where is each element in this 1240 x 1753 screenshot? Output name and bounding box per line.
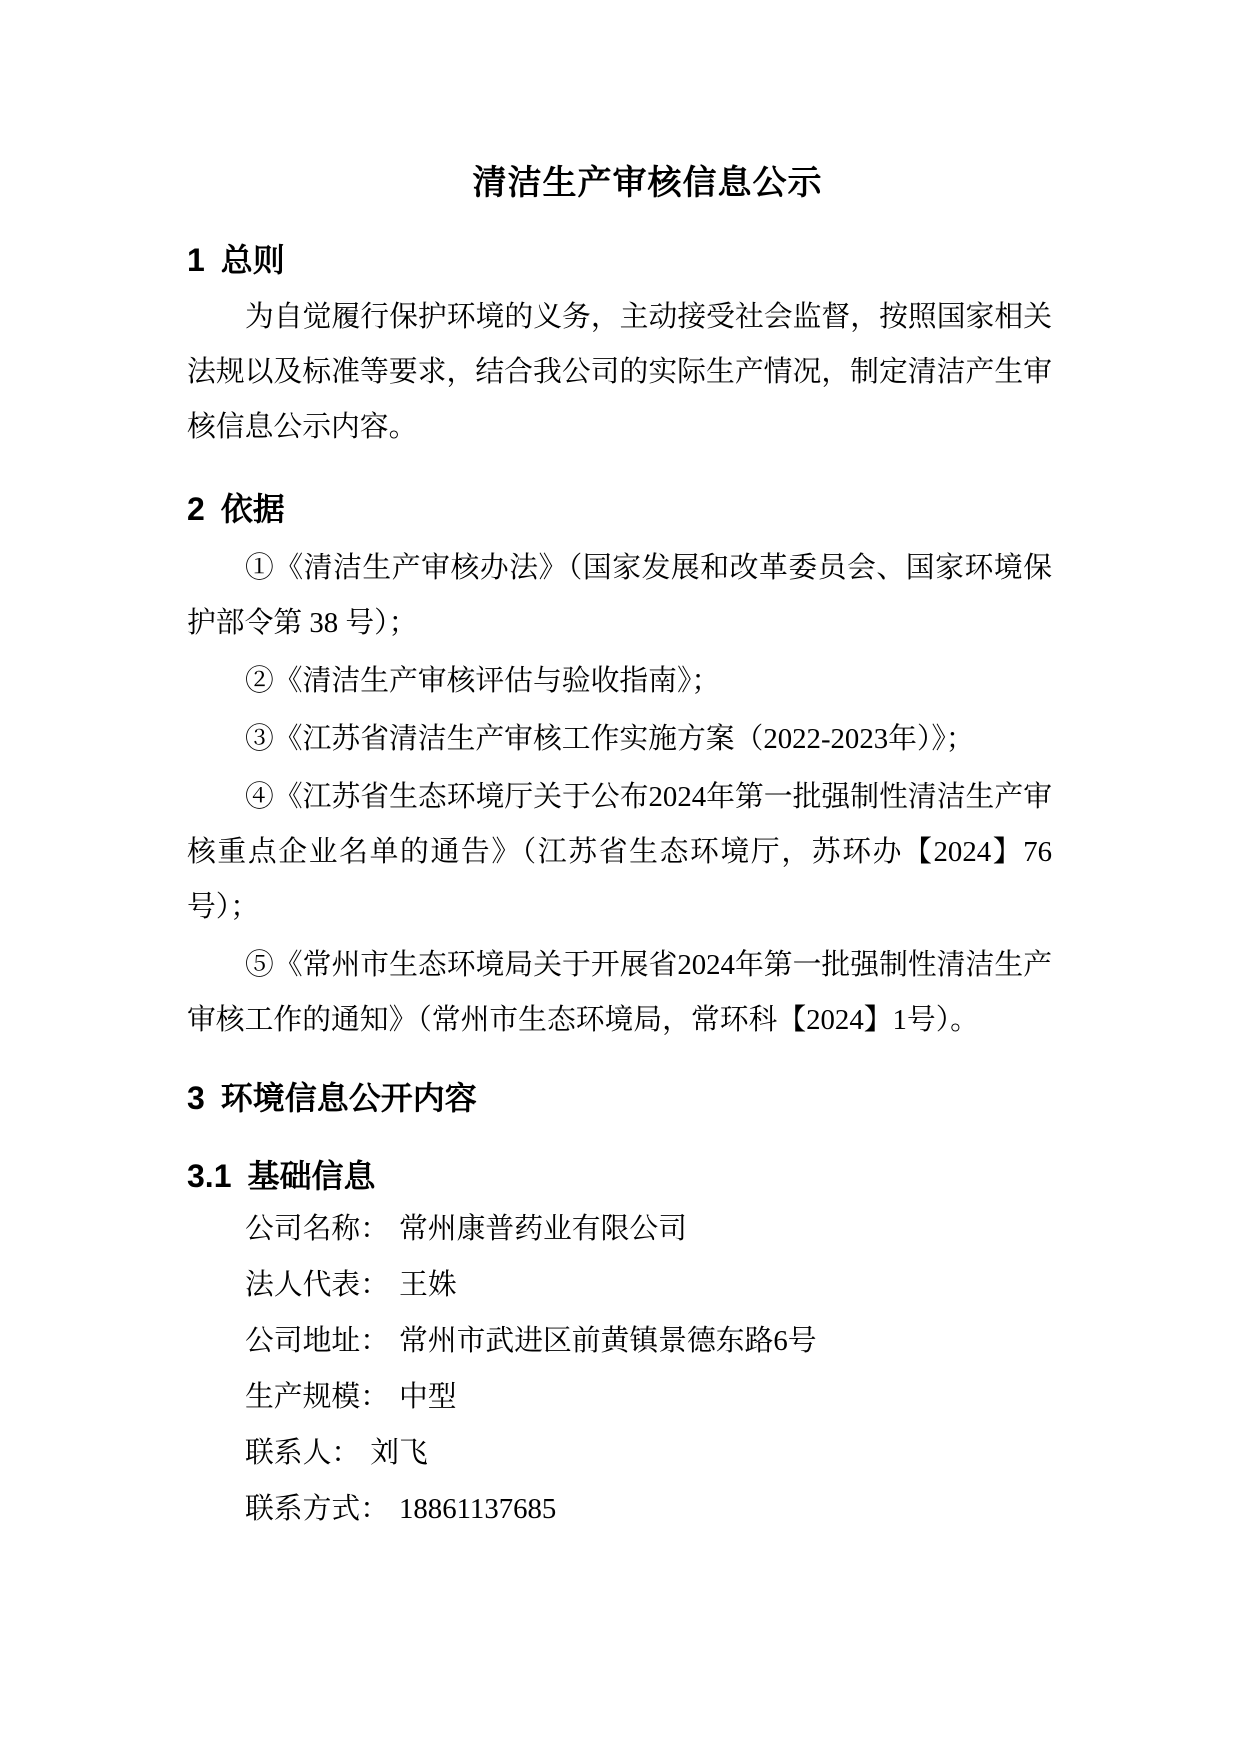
field-row [187,1313,1052,1369]
heading-number: 1 [187,242,205,278]
field-row [187,1481,1052,1537]
field-label: 公司地址： [245,1325,389,1357]
paragraph-line: 法规以及标准等要求，结合我公司的实际生产情况，制定清洁产生审 [187,356,1052,388]
field-label: 生产规模： [245,1381,389,1413]
reference-list [187,541,1052,1048]
section-1-heading [187,239,1052,281]
heading-text: 依据 [220,491,285,527]
reference-item-line: ③《江苏省清洁生产审核工作实施方案（2022-2023年）》； [245,723,975,755]
field-value: 常州市武进区前黄镇景德东路6号 [399,1325,817,1357]
heading-number: 3.1 [187,1158,232,1194]
paragraph-line: 核信息公示内容。 [187,411,418,443]
field-label: 联系人： [245,1437,361,1469]
reference-item [187,938,1052,1048]
reference-item-line: 审核工作的通知》（常州市生态环境局，常环科【2024】1号）。 [187,1004,979,1036]
heading-number: 3 [187,1080,205,1116]
field-value: 王姝 [399,1269,457,1301]
reference-item [187,712,1052,767]
heading-text: 总则 [220,242,285,278]
field-row [187,1425,1052,1481]
heading-text: 环境信息公开内容 [220,1080,477,1116]
field-label: 联系方式： [245,1493,389,1525]
field-value: 中型 [399,1381,457,1413]
field-value: 18861137685 [399,1493,557,1525]
subsection-3-1-heading [187,1155,1052,1197]
field-label: 公司名称： [245,1213,389,1245]
heading-number: 2 [187,491,205,527]
page-title: 清洁生产审核信息公示 [472,164,823,202]
reference-item-line: ②《清洁生产审核评估与验收指南》； [245,665,721,697]
reference-item-line: 核重点企业名单的通告》（江苏省生态环境厅，苏环办【2024】76 [187,836,1052,868]
document-content [187,0,1052,1537]
field-value: 常州康普药业有限公司 [399,1213,687,1245]
reference-item-line: 护部令第 38 号）； [187,607,418,639]
heading-text: 基础信息 [247,1158,376,1194]
reference-item-line: 号）； [187,891,259,923]
section-1-paragraph [187,290,1052,455]
reference-item-line: ①《清洁生产审核办法》（国家发展和改革委员会、国家环境保 [245,552,1052,584]
field-row [187,1257,1052,1313]
basic-info-fields [187,1201,1052,1537]
section-3-heading [187,1077,1052,1119]
field-row [187,1201,1052,1257]
reference-item-line: ⑤《常州市生态环境局关于开展省2024年第一批强制性清洁生产 [245,949,1052,981]
paragraph-line: 为自觉履行保护环境的义务，主动接受社会监督，按照国家相关 [245,301,1052,333]
section-2-heading [187,488,1052,530]
reference-item [187,654,1052,709]
field-value: 刘飞 [370,1437,428,1469]
field-label: 法人代表： [245,1269,389,1301]
field-row [187,1369,1052,1425]
reference-item [187,541,1052,651]
reference-item-line: ④《江苏省生态环境厅关于公布2024年第一批强制性清洁生产审 [245,781,1052,813]
reference-item [187,770,1052,935]
